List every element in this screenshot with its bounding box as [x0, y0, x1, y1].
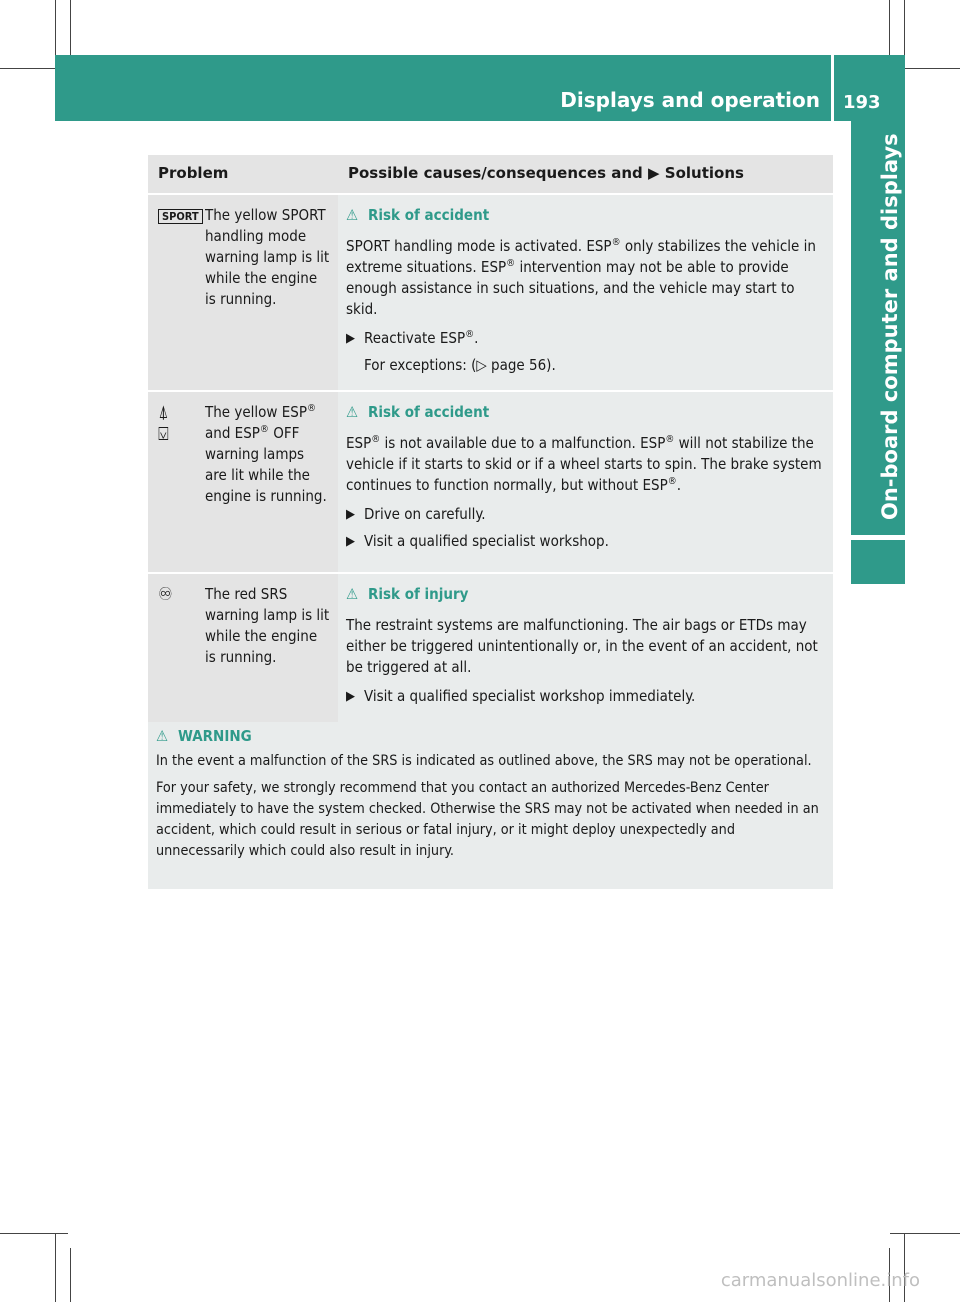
solution-step: ▶ Visit a qualified specialist workshop immediately.	[346, 687, 696, 705]
sport-lamp-icon: SPORT	[158, 209, 203, 224]
problem-cell	[148, 573, 338, 728]
crop-mark	[890, 1233, 960, 1234]
warning-paragraph: For your safety, we strongly recommend that you contact an authorized Mercedes-Benz Center immediately to have the system checked. Otherwise the SRS may not be activated when needed in an accident, which could result in serious or fatal injury, or it might deploy unexpectedly and unnecessarily which could also result in injury.	[156, 780, 819, 859]
crop-mark	[904, 1233, 905, 1302]
warning-paragraph: In the event a malfunction of the SRS is indicated as outlined above, the SRS may not be operational.	[156, 753, 812, 769]
solution-description: The restraint systems are malfunctioning. The air bags or ETDs may either be triggered unintentionally or, in the event of an accident, not be triggered at all.	[346, 616, 818, 676]
table-row	[148, 391, 833, 573]
srs-lamp-icon: ♾	[158, 584, 173, 605]
warning-box-title: WARNING	[178, 727, 252, 745]
footer-watermark[interactable]: carmanualsonline.info	[720, 1270, 920, 1291]
solution-description: ESP® is not available due to a malfunction. ESP® will not stabilize the vehicle if it starts to skid or if a wheel starts to spin. The brake system continues to function normally, but without ESP®.	[346, 434, 822, 494]
warning-title: Risk of injury	[368, 585, 469, 603]
page-reference: For exceptions: (▷ page 56).	[364, 356, 556, 374]
header-divider	[831, 55, 834, 121]
page-header-title: Displays and operation	[560, 88, 820, 112]
arrow-right-icon: ▶	[346, 507, 355, 522]
solutions-prefix: Possible causes/consequences and	[348, 164, 643, 182]
table-row	[148, 573, 833, 728]
solution-cell	[338, 573, 833, 728]
solution-step: ▶ Drive on carefully.	[346, 505, 486, 523]
crop-mark	[70, 0, 71, 55]
arrow-right-icon: ▶	[346, 689, 355, 704]
solutions-suffix: Solutions	[664, 164, 744, 182]
esp-lamp-icon: ⍋	[158, 402, 169, 423]
warning-title: Risk of accident	[368, 206, 490, 224]
problem-text: The yellow ESP® and ESP® OFF warning lamps are lit while the engine is running.	[205, 403, 327, 505]
crop-mark	[70, 1248, 71, 1302]
warning-box	[148, 722, 833, 889]
crop-mark	[55, 1233, 56, 1302]
crop-mark	[0, 1233, 68, 1234]
problem-cell	[148, 194, 338, 391]
troubleshooting-table	[148, 155, 833, 729]
problem-text: The red SRS warning lamp is lit while the engine is running.	[205, 585, 330, 666]
page-number: 193	[843, 92, 881, 113]
crop-mark	[889, 0, 890, 55]
solution-step: ▶ Reactivate ESP®.	[346, 329, 479, 347]
solution-step: ▶ Visit a qualified specialist workshop.	[346, 532, 609, 550]
warning-triangle-icon: ⚠	[346, 206, 359, 224]
problem-cell	[148, 391, 338, 573]
section-tab-title: On-board computer and displays	[878, 133, 902, 520]
section-marker	[851, 540, 905, 584]
solution-description: SPORT handling mode is activated. ESP® only stabilizes the vehicle in extreme situations. ESP® intervention may not be able to provide enough assistance in such situations, and the vehicle may start to skid.	[346, 237, 816, 318]
arrow-right-icon: ▶	[648, 164, 660, 182]
table-row	[148, 194, 833, 391]
esp-off-lamp-icon: ⍌	[158, 424, 169, 445]
warning-triangle-icon: ⚠	[346, 403, 359, 421]
solution-cell	[338, 391, 833, 573]
warning-title: Risk of accident	[368, 403, 490, 421]
arrow-right-icon: ▶	[346, 534, 355, 549]
column-header-problem: Problem	[148, 155, 338, 194]
column-header-solutions	[338, 155, 833, 194]
arrow-right-icon: ▶	[346, 331, 355, 346]
warning-triangle-icon: ⚠	[346, 585, 359, 603]
warning-triangle-icon: ⚠	[156, 727, 169, 745]
solution-cell	[338, 194, 833, 391]
problem-text: The yellow SPORT handling mode warning lamp is lit while the engine is running.	[205, 206, 330, 308]
